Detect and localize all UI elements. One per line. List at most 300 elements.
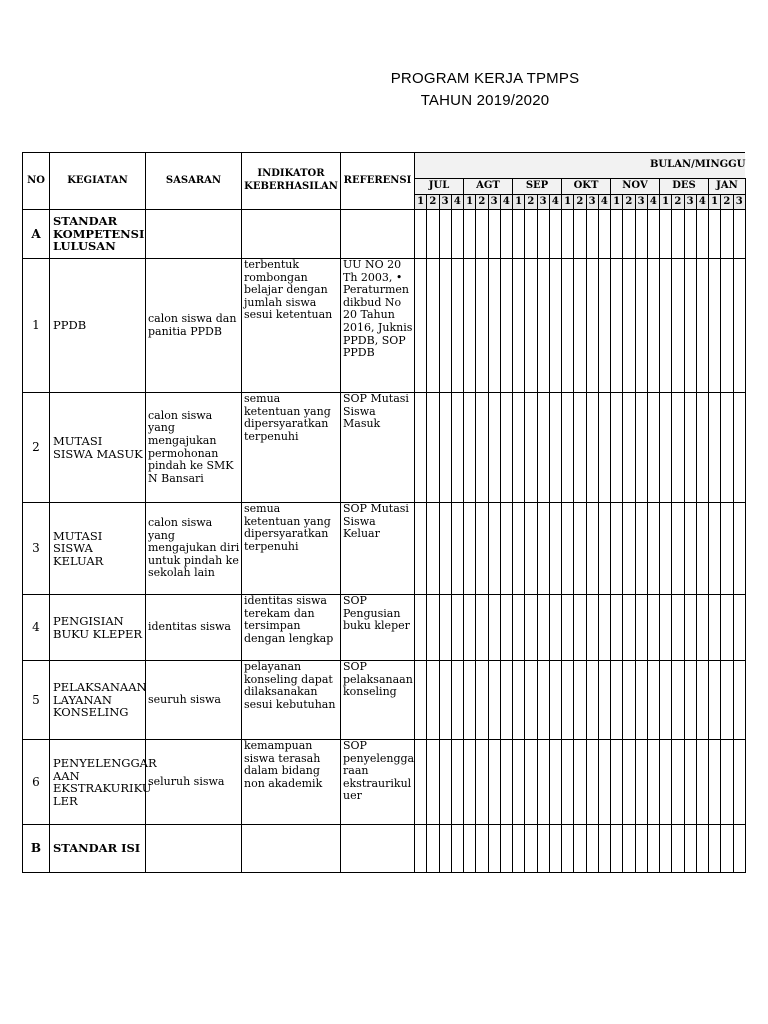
schedule-cell xyxy=(733,825,745,873)
week-header: 2 xyxy=(476,195,488,210)
schedule-cell xyxy=(451,393,463,503)
week-header: 4 xyxy=(451,195,463,210)
schedule-cell xyxy=(721,825,733,873)
schedule-cell xyxy=(513,259,525,393)
row-kegiatan: PPDB xyxy=(50,259,146,393)
schedule-cell xyxy=(733,503,745,595)
week-header: 2 xyxy=(574,195,586,210)
schedule-cell xyxy=(464,259,476,393)
schedule-cell xyxy=(439,393,451,503)
schedule-cell xyxy=(635,210,647,259)
schedule-cell xyxy=(684,740,696,825)
schedule-cell xyxy=(696,503,708,595)
schedule-cell xyxy=(672,661,684,740)
table-row xyxy=(23,595,746,661)
col-header-referensi: REFERENSI xyxy=(341,153,415,210)
month-header: JAN xyxy=(709,179,746,195)
schedule-cell xyxy=(525,393,537,503)
week-header: 3 xyxy=(439,195,451,210)
schedule-cell xyxy=(586,595,598,661)
schedule-cell xyxy=(549,259,561,393)
schedule-cell xyxy=(525,595,537,661)
week-header: 4 xyxy=(696,195,708,210)
row-sasaran: seluruh siswa xyxy=(146,740,242,825)
week-header: 2 xyxy=(525,195,537,210)
schedule-cell xyxy=(464,595,476,661)
schedule-cell xyxy=(721,661,733,740)
schedule-cell xyxy=(672,393,684,503)
schedule-cell xyxy=(549,503,561,595)
schedule-cell xyxy=(684,259,696,393)
schedule-cell xyxy=(696,393,708,503)
schedule-cell xyxy=(427,259,439,393)
schedule-cell xyxy=(709,503,721,595)
schedule-cell xyxy=(574,259,586,393)
week-header: 2 xyxy=(623,195,635,210)
schedule-cell xyxy=(464,740,476,825)
schedule-cell xyxy=(611,503,623,595)
schedule-cell xyxy=(586,740,598,825)
schedule-cell xyxy=(733,393,745,503)
schedule-cell xyxy=(660,825,672,873)
schedule-cell xyxy=(611,661,623,740)
table-row xyxy=(23,393,746,503)
schedule-cell xyxy=(696,595,708,661)
row-number: 4 xyxy=(23,595,50,661)
schedule-cell xyxy=(451,740,463,825)
schedule-cell xyxy=(427,661,439,740)
week-header: 3 xyxy=(586,195,598,210)
schedule-cell xyxy=(574,595,586,661)
row-indikator: pelayanan konseling dapat dilaksanakan sesui kebutuhan xyxy=(242,661,341,740)
schedule-cell xyxy=(537,503,549,595)
month-header: SEP xyxy=(513,179,562,195)
schedule-cell xyxy=(549,393,561,503)
schedule-cell xyxy=(647,825,659,873)
week-header: 2 xyxy=(672,195,684,210)
schedule-cell xyxy=(672,740,684,825)
schedule-cell xyxy=(696,259,708,393)
schedule-cell xyxy=(476,740,488,825)
schedule-cell xyxy=(488,503,500,595)
schedule-cell xyxy=(562,503,574,595)
schedule-cell xyxy=(513,595,525,661)
schedule-cell xyxy=(733,740,745,825)
schedule-cell xyxy=(476,661,488,740)
schedule-cell xyxy=(427,503,439,595)
schedule-cell xyxy=(513,825,525,873)
schedule-cell xyxy=(684,210,696,259)
row-referensi: SOP Pengusian buku kleper xyxy=(341,595,415,661)
schedule-cell xyxy=(500,210,512,259)
schedule-cell xyxy=(500,259,512,393)
schedule-cell xyxy=(464,393,476,503)
month-header: OKT xyxy=(562,179,611,195)
week-header: 1 xyxy=(464,195,476,210)
schedule-cell xyxy=(476,393,488,503)
schedule-cell xyxy=(635,661,647,740)
schedule-cell xyxy=(684,503,696,595)
schedule-cell xyxy=(476,595,488,661)
schedule-cell xyxy=(513,661,525,740)
row-kegiatan: PENYELENGGAR AAN EKSTRAKURIKU LER xyxy=(50,740,146,825)
schedule-cell xyxy=(709,661,721,740)
schedule-cell xyxy=(439,210,451,259)
schedule-cell xyxy=(500,825,512,873)
schedule-cell xyxy=(488,825,500,873)
table-row xyxy=(23,661,746,740)
schedule-cell xyxy=(660,259,672,393)
schedule-cell xyxy=(488,210,500,259)
schedule-cell xyxy=(562,825,574,873)
schedule-cell xyxy=(611,259,623,393)
row-sasaran xyxy=(146,210,242,259)
col-header-indikator: INDIKATOR KEBERHASILAN xyxy=(242,153,341,210)
schedule-cell xyxy=(611,595,623,661)
schedule-cell xyxy=(513,393,525,503)
schedule-cell xyxy=(598,595,610,661)
schedule-cell xyxy=(721,595,733,661)
month-header: JUL xyxy=(415,179,464,195)
row-referensi: SOP Mutasi Siswa Masuk xyxy=(341,393,415,503)
schedule-cell xyxy=(635,825,647,873)
schedule-cell xyxy=(684,661,696,740)
row-number: 5 xyxy=(23,661,50,740)
schedule-cell xyxy=(451,661,463,740)
schedule-cell xyxy=(439,259,451,393)
schedule-cell xyxy=(586,259,598,393)
schedule-cell xyxy=(427,393,439,503)
schedule-cell xyxy=(537,740,549,825)
section-row xyxy=(23,210,746,259)
schedule-cell xyxy=(415,740,427,825)
row-indikator: semua ketentuan yang dipersyaratkan terpenuhi xyxy=(242,393,341,503)
schedule-cell xyxy=(598,661,610,740)
row-kegiatan: MUTASI SISWA KELUAR xyxy=(50,503,146,595)
schedule-cell xyxy=(721,740,733,825)
schedule-cell xyxy=(611,393,623,503)
schedule-cell xyxy=(586,503,598,595)
schedule-cell xyxy=(672,503,684,595)
schedule-cell xyxy=(598,825,610,873)
schedule-cell xyxy=(684,393,696,503)
work-program-table xyxy=(22,152,746,873)
week-header: 3 xyxy=(684,195,696,210)
schedule-cell xyxy=(611,210,623,259)
schedule-cell xyxy=(721,210,733,259)
month-header: NOV xyxy=(611,179,660,195)
schedule-cell xyxy=(672,210,684,259)
row-number: 2 xyxy=(23,393,50,503)
schedule-cell xyxy=(574,825,586,873)
section-row xyxy=(23,825,746,873)
schedule-cell xyxy=(574,393,586,503)
schedule-cell xyxy=(623,661,635,740)
schedule-cell xyxy=(415,210,427,259)
schedule-cell xyxy=(537,259,549,393)
document-title: PROGRAM KERJA TPMPS xyxy=(390,70,580,87)
schedule-cell xyxy=(623,740,635,825)
schedule-cell xyxy=(451,210,463,259)
schedule-cell xyxy=(598,210,610,259)
schedule-cell xyxy=(635,503,647,595)
schedule-cell xyxy=(488,393,500,503)
schedule-cell xyxy=(488,740,500,825)
schedule-cell xyxy=(611,825,623,873)
schedule-cell xyxy=(709,210,721,259)
schedule-cell xyxy=(721,503,733,595)
schedule-cell xyxy=(427,595,439,661)
schedule-cell xyxy=(672,259,684,393)
document-year: TAHUN 2019/2020 xyxy=(420,92,550,109)
row-kegiatan: STANDAR KOMPETENSI LULUSAN xyxy=(50,210,146,259)
schedule-cell xyxy=(549,661,561,740)
schedule-cell xyxy=(537,661,549,740)
schedule-cell xyxy=(586,661,598,740)
week-header: 3 xyxy=(635,195,647,210)
schedule-cell xyxy=(476,210,488,259)
schedule-cell xyxy=(562,595,574,661)
row-number: 6 xyxy=(23,740,50,825)
week-header: 1 xyxy=(513,195,525,210)
row-referensi: UU NO 20 Th 2003, • Peraturmen dikbud No 20 Tahun 2016, Juknis PPDB, SOP PPDB xyxy=(341,259,415,393)
row-indikator: semua ketentuan yang dipersyaratkan terpenuhi xyxy=(242,503,341,595)
row-indikator xyxy=(242,825,341,873)
schedule-cell xyxy=(623,259,635,393)
row-kegiatan: STANDAR ISI xyxy=(50,825,146,873)
schedule-cell xyxy=(415,661,427,740)
row-referensi: SOP penyelengga raan ekstraurikul uer xyxy=(341,740,415,825)
schedule-cell xyxy=(598,740,610,825)
schedule-cell xyxy=(488,661,500,740)
schedule-cell xyxy=(611,740,623,825)
schedule-cell xyxy=(537,210,549,259)
col-header-kegiatan: KEGIATAN xyxy=(50,153,146,210)
schedule-cell xyxy=(562,259,574,393)
schedule-cell xyxy=(464,661,476,740)
schedule-cell xyxy=(709,825,721,873)
schedule-cell xyxy=(427,825,439,873)
schedule-cell xyxy=(549,595,561,661)
schedule-cell xyxy=(525,210,537,259)
col-header-sasaran: SASARAN xyxy=(146,153,242,210)
week-header: 3 xyxy=(488,195,500,210)
schedule-cell xyxy=(586,825,598,873)
schedule-cell xyxy=(439,740,451,825)
week-header: 4 xyxy=(500,195,512,210)
schedule-cell xyxy=(696,740,708,825)
schedule-cell xyxy=(623,210,635,259)
schedule-cell xyxy=(525,825,537,873)
schedule-cell xyxy=(623,825,635,873)
schedule-cell xyxy=(647,661,659,740)
schedule-cell xyxy=(439,503,451,595)
week-header: 3 xyxy=(537,195,549,210)
schedule-cell xyxy=(415,503,427,595)
month-header: DES xyxy=(660,179,709,195)
row-kegiatan: PELAKSANAAN LAYANAN KONSELING xyxy=(50,661,146,740)
schedule-cell xyxy=(488,259,500,393)
row-sasaran: calon siswa yang mengajukan permohonan pindah ke SMK N Bansari xyxy=(146,393,242,503)
week-header: 2 xyxy=(721,195,733,210)
schedule-cell xyxy=(635,393,647,503)
schedule-cell xyxy=(598,259,610,393)
schedule-cell xyxy=(439,825,451,873)
row-referensi xyxy=(341,210,415,259)
schedule-cell xyxy=(672,595,684,661)
week-header: 1 xyxy=(709,195,721,210)
week-header: 1 xyxy=(660,195,672,210)
schedule-cell xyxy=(427,740,439,825)
week-header: 4 xyxy=(647,195,659,210)
schedule-cell xyxy=(562,740,574,825)
schedule-cell xyxy=(733,210,745,259)
schedule-cell xyxy=(500,661,512,740)
schedule-cell xyxy=(500,393,512,503)
schedule-cell xyxy=(439,595,451,661)
schedule-cell xyxy=(733,595,745,661)
schedule-cell xyxy=(574,503,586,595)
schedule-cell xyxy=(500,503,512,595)
schedule-cell xyxy=(696,825,708,873)
schedule-cell xyxy=(562,393,574,503)
schedule-cell xyxy=(476,503,488,595)
row-indikator xyxy=(242,210,341,259)
week-header: 1 xyxy=(611,195,623,210)
schedule-cell xyxy=(537,393,549,503)
schedule-cell xyxy=(709,595,721,661)
schedule-cell xyxy=(623,503,635,595)
schedule-cell xyxy=(598,503,610,595)
schedule-cell xyxy=(635,595,647,661)
schedule-cell xyxy=(586,393,598,503)
table-row xyxy=(23,259,746,393)
schedule-cell xyxy=(684,595,696,661)
schedule-cell xyxy=(525,661,537,740)
schedule-cell xyxy=(647,210,659,259)
schedule-cell xyxy=(660,393,672,503)
schedule-cell xyxy=(427,210,439,259)
row-sasaran: identitas siswa xyxy=(146,595,242,661)
row-indikator: kemampuan siswa terasah dalam bidang non akademik xyxy=(242,740,341,825)
schedule-cell xyxy=(525,503,537,595)
schedule-cell xyxy=(709,259,721,393)
schedule-cell xyxy=(513,740,525,825)
row-indikator: identitas siswa terekam dan tersimpan dengan lengkap xyxy=(242,595,341,661)
schedule-cell xyxy=(415,393,427,503)
schedule-cell xyxy=(586,210,598,259)
schedule-cell xyxy=(709,740,721,825)
schedule-cell xyxy=(537,595,549,661)
month-header: AGT xyxy=(464,179,513,195)
col-header-no: NO xyxy=(23,153,50,210)
schedule-cell xyxy=(476,825,488,873)
schedule-cell xyxy=(549,825,561,873)
schedule-cell xyxy=(415,259,427,393)
schedule-cell xyxy=(476,259,488,393)
row-number: 1 xyxy=(23,259,50,393)
row-sasaran xyxy=(146,825,242,873)
schedule-cell xyxy=(488,595,500,661)
schedule-cell xyxy=(647,595,659,661)
schedule-cell xyxy=(574,210,586,259)
schedule-cell xyxy=(537,825,549,873)
week-header: 1 xyxy=(562,195,574,210)
schedule-cell xyxy=(660,661,672,740)
schedule-cell xyxy=(672,825,684,873)
col-header-bulan-minggu: BULAN/MINGGU xyxy=(415,153,746,179)
row-kegiatan: MUTASI SISWA MASUK xyxy=(50,393,146,503)
schedule-cell xyxy=(562,661,574,740)
week-header: 2 xyxy=(427,195,439,210)
row-referensi: SOP Mutasi Siswa Keluar xyxy=(341,503,415,595)
row-indikator: terbentuk rombongan belajar dengan jumlah siswa sesui ketentuan xyxy=(242,259,341,393)
schedule-cell xyxy=(464,503,476,595)
schedule-cell xyxy=(635,740,647,825)
schedule-cell xyxy=(733,259,745,393)
schedule-cell xyxy=(647,393,659,503)
schedule-cell xyxy=(574,740,586,825)
schedule-cell xyxy=(562,210,574,259)
row-number: 3 xyxy=(23,503,50,595)
schedule-cell xyxy=(415,595,427,661)
schedule-cell xyxy=(647,503,659,595)
row-sasaran: seuruh siswa xyxy=(146,661,242,740)
schedule-cell xyxy=(660,503,672,595)
schedule-cell xyxy=(696,661,708,740)
schedule-cell xyxy=(500,740,512,825)
row-sasaran: calon siswa yang mengajukan diri untuk pindah ke sekolah lain xyxy=(146,503,242,595)
schedule-cell xyxy=(513,210,525,259)
table-row xyxy=(23,740,746,825)
schedule-cell xyxy=(598,393,610,503)
row-number: B xyxy=(23,825,50,873)
schedule-cell xyxy=(464,210,476,259)
schedule-cell xyxy=(709,393,721,503)
schedule-cell xyxy=(647,259,659,393)
schedule-cell xyxy=(549,740,561,825)
schedule-cell xyxy=(451,259,463,393)
schedule-cell xyxy=(721,259,733,393)
schedule-cell xyxy=(451,503,463,595)
schedule-cell xyxy=(635,259,647,393)
schedule-cell xyxy=(574,661,586,740)
schedule-cell xyxy=(660,595,672,661)
schedule-cell xyxy=(464,825,476,873)
schedule-cell xyxy=(660,740,672,825)
table-row xyxy=(23,503,746,595)
schedule-cell xyxy=(684,825,696,873)
schedule-cell xyxy=(513,503,525,595)
schedule-cell xyxy=(660,210,672,259)
week-header: 3 xyxy=(733,195,745,210)
schedule-cell xyxy=(451,825,463,873)
schedule-cell xyxy=(696,210,708,259)
week-header: 1 xyxy=(415,195,427,210)
week-header: 4 xyxy=(598,195,610,210)
week-header: 4 xyxy=(549,195,561,210)
schedule-cell xyxy=(647,740,659,825)
row-kegiatan: PENGISIAN BUKU KLEPER xyxy=(50,595,146,661)
row-referensi: SOP pelaksanaan konseling xyxy=(341,661,415,740)
schedule-cell xyxy=(549,210,561,259)
schedule-cell xyxy=(451,595,463,661)
schedule-cell xyxy=(525,259,537,393)
schedule-cell xyxy=(525,740,537,825)
schedule-cell xyxy=(415,825,427,873)
row-number: A xyxy=(23,210,50,259)
schedule-cell xyxy=(623,393,635,503)
